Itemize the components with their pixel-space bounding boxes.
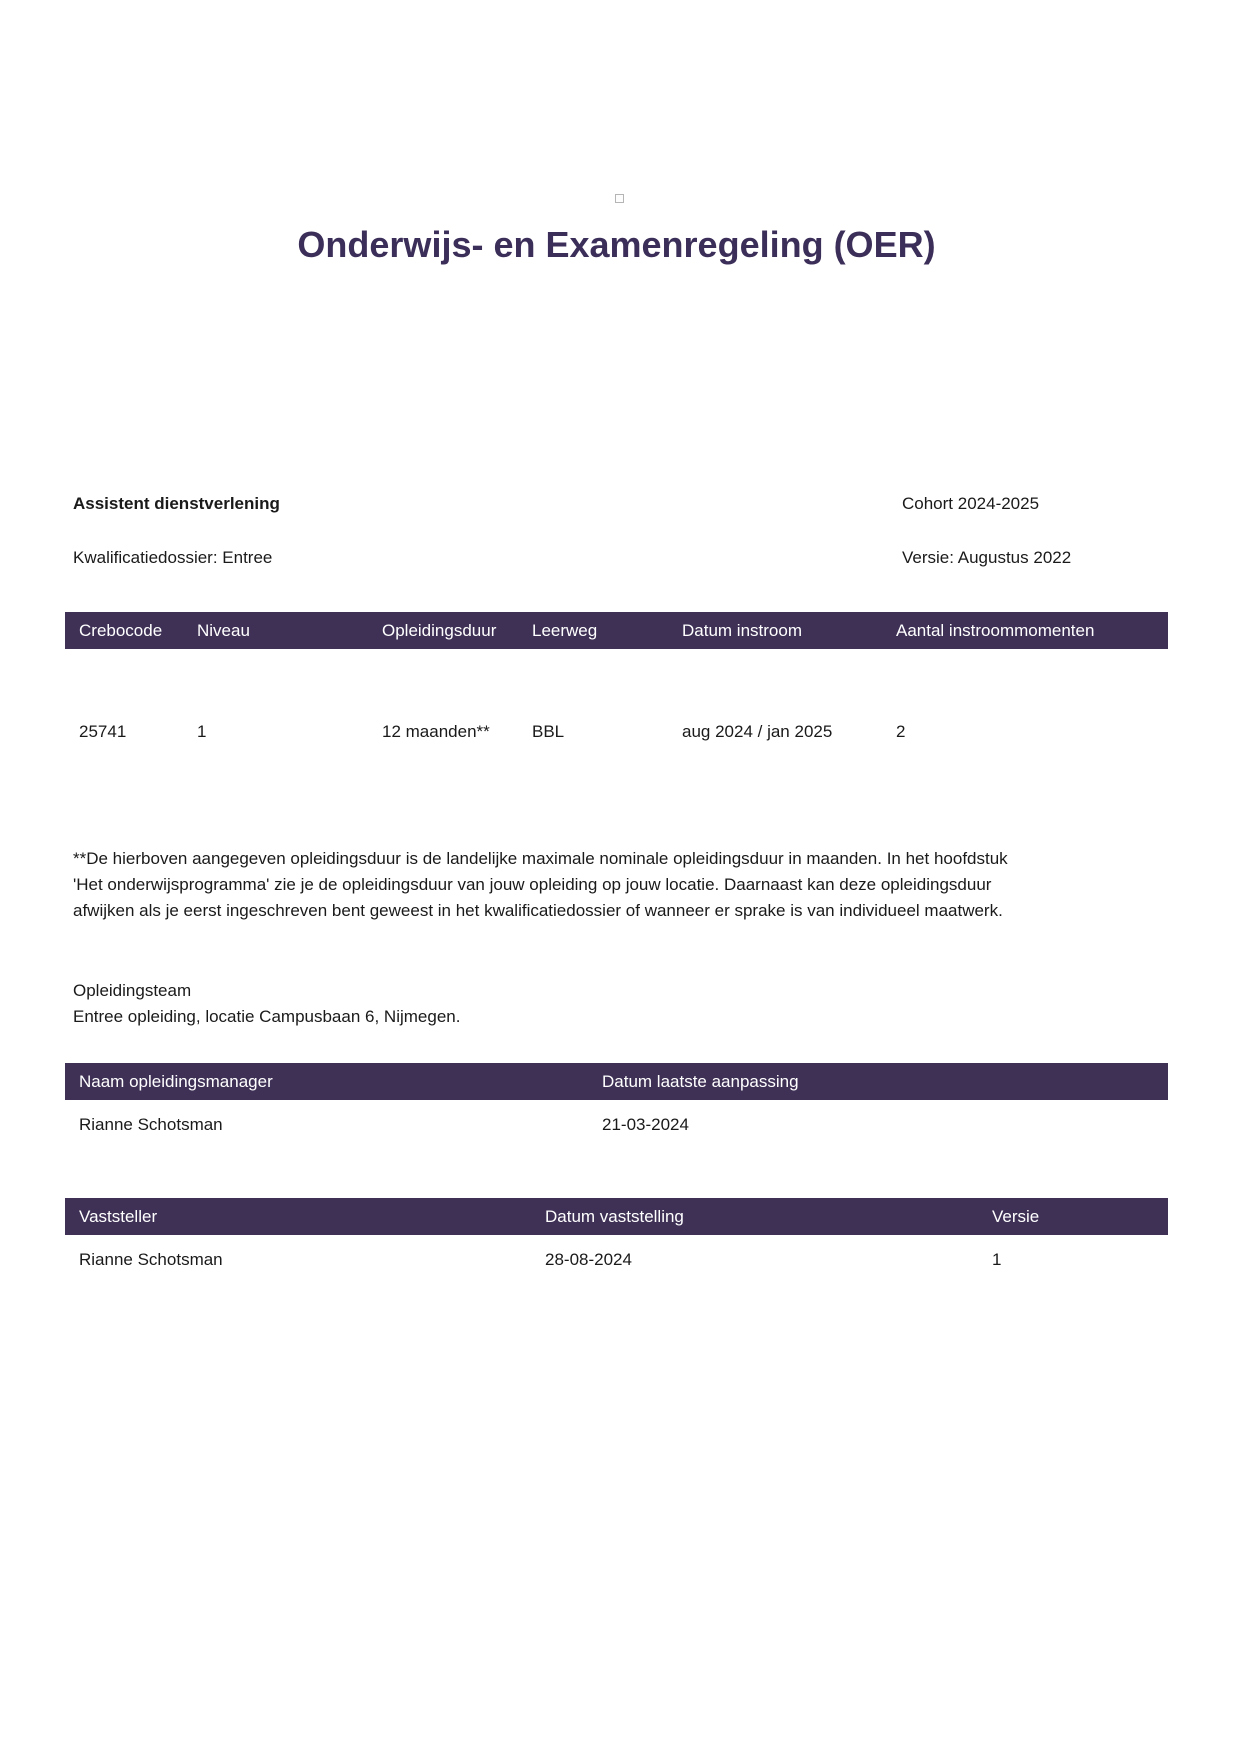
cell-manager-name: Rianne Schotsman — [79, 1115, 223, 1134]
column-header-versie: Versie — [978, 1198, 1168, 1235]
duration-footnote: **De hierboven aangegeven opleidingsduur is de landelijke maximale nominale opleidingsduur in maanden. In het hoofdstuk 'Het onderwijsprogramma' zie je de opleidingsduur van jouw opleiding op jouw locatie. Daarnaast kan deze opleidingsduur afwijken als je eerst ingeschreven bent geweest in het kwalificatiedossier of wanneer er sprake is van individueel maatwerk. — [73, 849, 1008, 920]
table-row — [65, 1100, 1168, 1145]
cell-last-modified-date: 21-03-2024 — [602, 1115, 689, 1134]
column-header-crebocode: Crebocode — [65, 612, 183, 649]
column-header-opleidingsduur: Opleidingsduur — [368, 612, 518, 649]
cell-aantal-instroommomenten: 2 — [896, 722, 906, 741]
cell-niveau: 1 — [197, 722, 207, 741]
column-header-datum-vaststelling: Datum vaststelling — [531, 1198, 978, 1235]
approval-table — [65, 1198, 1168, 1280]
team-label: Opleidingsteam — [73, 981, 192, 1000]
column-header-datum-laatste-aanpassing: Datum laatste aanpassing — [588, 1063, 1168, 1100]
approval-table-header-row — [65, 1198, 1168, 1235]
manager-table — [65, 1063, 1168, 1145]
column-header-naam-opleidingsmanager: Naam opleidingsmanager — [65, 1063, 588, 1100]
cell-approver-name: Rianne Schotsman — [79, 1250, 223, 1269]
cell-crebocode: 25741 — [79, 722, 127, 741]
column-header-datum-instroom: Datum instroom — [668, 612, 882, 649]
team-section — [73, 978, 460, 1030]
program-details-table — [65, 612, 1168, 782]
missing-image-placeholder-icon — [615, 194, 624, 203]
table-row — [65, 1235, 1168, 1280]
version-label: Versie: Augustus 2022 — [902, 548, 1072, 567]
table-row — [65, 649, 1168, 782]
cell-leerweg: BBL — [532, 722, 565, 741]
manager-table-header-row — [65, 1063, 1168, 1100]
cell-datum-instroom: aug 2024 / jan 2025 — [682, 722, 833, 741]
qualification-dossier-label: Kwalificatiedossier: Entree — [73, 548, 273, 567]
team-location: Entree opleiding, locatie Campusbaan 6, Nijmegen. — [73, 1007, 461, 1026]
column-header-vaststeller: Vaststeller — [65, 1198, 531, 1235]
cell-version-number: 1 — [992, 1250, 1002, 1269]
program-name: Assistent dienstverlening — [73, 494, 280, 513]
document-title: Onderwijs- en Examenregeling (OER) — [297, 224, 936, 265]
column-header-aantal-instroommomenten: Aantal instroommomenten — [882, 612, 1168, 649]
cell-approval-date: 28-08-2024 — [545, 1250, 632, 1269]
column-header-niveau: Niveau — [183, 612, 368, 649]
program-table-header-row — [65, 612, 1168, 649]
cell-opleidingsduur: 12 maanden** — [382, 722, 490, 741]
column-header-leerweg: Leerweg — [518, 612, 668, 649]
cohort-label: Cohort 2024-2025 — [902, 494, 1040, 513]
